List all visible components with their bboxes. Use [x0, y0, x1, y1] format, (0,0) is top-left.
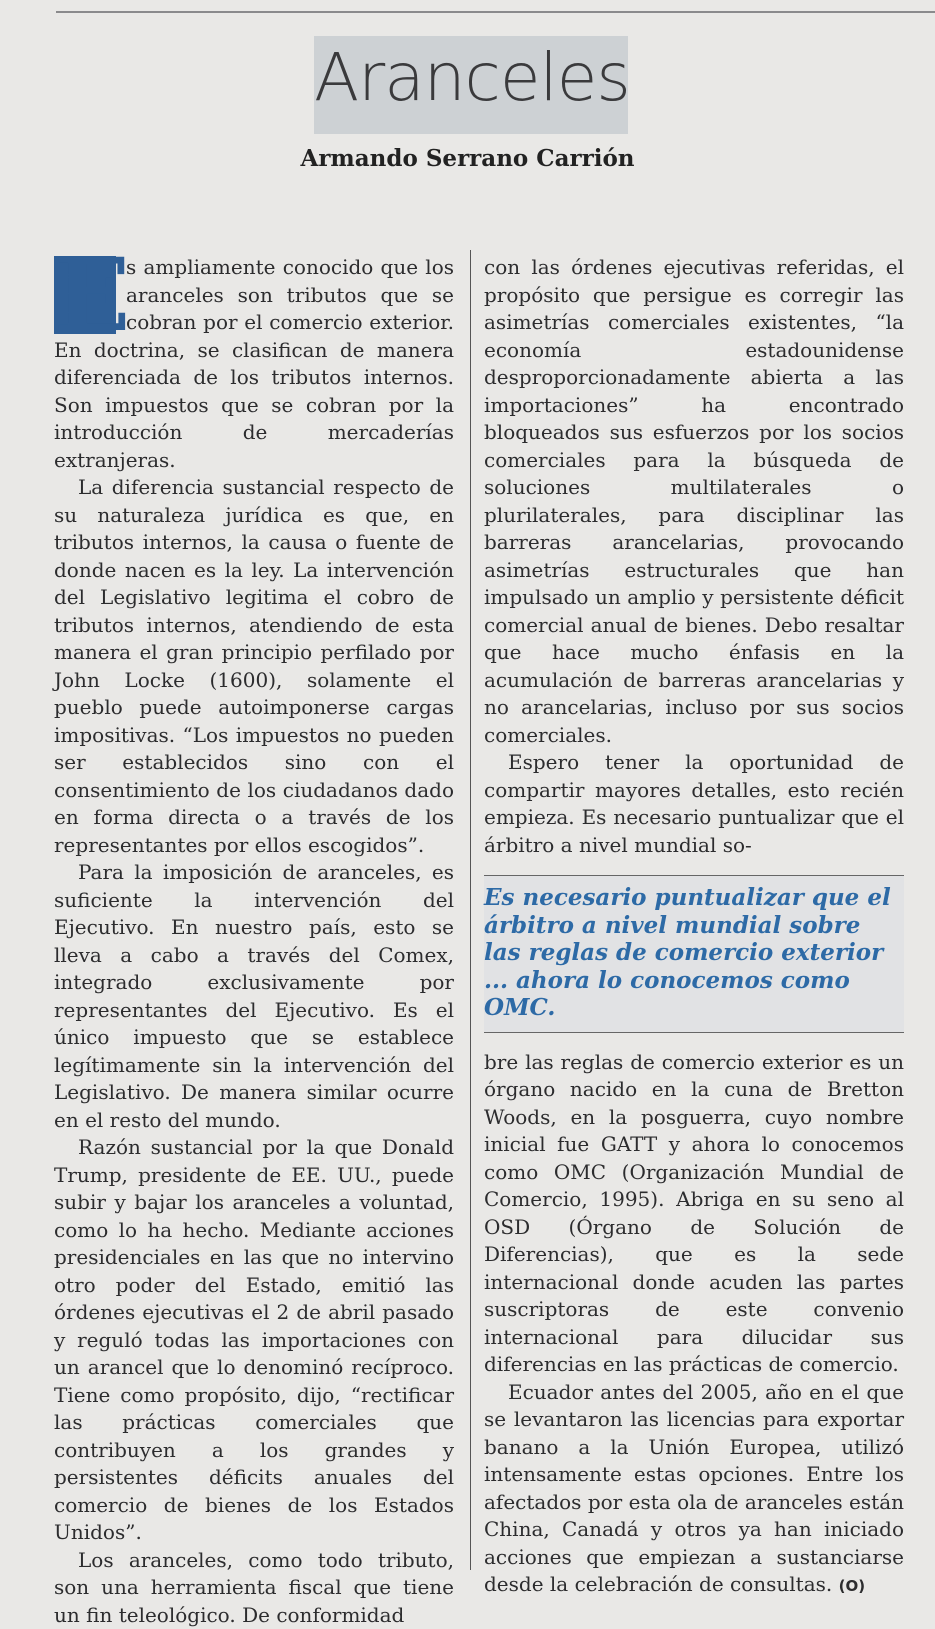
article-author: Armando Serrano Carrión — [200, 145, 735, 172]
column-divider — [470, 250, 471, 1570]
drop-cap: E — [54, 256, 116, 334]
paragraph: Razón sustancial por la que Donald Trump, presidente de EE. UU., puede subir y bajar los aranceles a voluntad, como lo ha hecho. Mediante acciones presidenciales en las que no intervino otro poder del Estado, emitió las órdenes ejecutivas el 2 de abril pasado y reguló todas las importaciones con un arancel que lo denominó recíproco. Tiene como propósito, dijo, “rectificar las prácticas comerciales que contribuyen a los grandes y persistentes déficits anuales del comercio de bienes de los Estados Unidos”. — [54, 1134, 454, 1547]
paragraph: E s ampliamente conocido que los aranceles son tributos que se cobran por el comercio exterior. En doctrina, se clasifican de manera diferenciada de los tributos internos. Son impuestos que se cobran por la introducción de mercaderías extranjeras. — [54, 254, 454, 474]
paragraph: Los aranceles, como todo tributo, son una herramienta fiscal que tiene un fin teleológico. De conformidad — [54, 1547, 454, 1629]
paragraph: Espero tener la oportunidad de compartir mayores detalles, esto recién empieza. Es necesario puntualizar que el árbitro a nivel mundial so- — [484, 749, 904, 859]
paragraph: bre las reglas de comercio exterior es un órgano nacido en la cuna de Bretton Woods, en la posguerra, cuyo nombre inicial fue GATT y ahora lo conocemos como OMC (Organización Mundial de Comercio, 1995). Abriga en su seno al OSD (Órgano de Solución de Diferencias), que es la sede internacional donde acuden las partes suscriptoras de este convenio internacional para dilucidar sus diferencias en las prácticas de comercio. — [484, 1049, 904, 1379]
right-column — [484, 254, 904, 1572]
paragraph: Para la imposición de aranceles, es suficiente la intervención del Ejecutivo. En nuestro país, esto se lleva a cabo a través del Comex, integrado exclusivamente por representantes del Ejecutivo. Es el único impuesto que se establece legítimamente sin la intervención del Legislativo. De manera similar ocurre en el resto del mundo. — [54, 859, 454, 1134]
top-rule — [56, 11, 935, 13]
paragraph: con las órdenes ejecutivas referidas, el propósito que persigue es corregir las asimetrías comerciales existentes, “la economía estadounidense desproporcionadamente abierta a las importaciones” ha encontrado bloqueados sus esfuerzos por los socios comerciales para la búsqueda de soluciones multilaterales o plurilaterales, para disciplinar las barreras arancelarias, provocando asimetrías estructurales que han impulsado un amplio y persistente déficit comercial anual de bienes. Debo resaltar que hace mucho énfasis en la acumulación de barreras arancelarias y no arancelarias, incluso por sus socios comerciales. — [484, 254, 904, 749]
paragraph: La diferencia sustancial respecto de su naturaleza jurídica es que, en tributos internos, la causa o fuente de donde nacen es la ley. La intervención del Legislativo legitima el cobro de tributos internos, atendiendo de esta manera el gran principio perfilado por John Locke (1600), solamente el pueblo puede autoimponerse cargas impositivas. “Los impuestos no pueden ser establecidos sino con el consentimiento de los ciudadanos dado en forma directa o a través de los representantes por ellos escogidos”. — [54, 474, 454, 859]
left-column — [54, 254, 454, 1572]
paragraph: Ecuador antes del 2005, año en el que se levantaron las licencias para exportar banano a la Unión Europea, utilizó intensamente estas opciones. Entre los afectados por esta ola de aranceles están China, Canadá y otros ya han iniciado acciones que empiezan a sustanciarse desde la celebración de consultas. (O) — [484, 1379, 904, 1601]
pull-quote: Es necesario puntualizar que el árbitro a nivel mundial sobre las reglas de comercio exterior ... ahora lo conocemos como OMC. — [484, 875, 904, 1033]
signoff: (O) — [839, 1577, 865, 1595]
article-title: Aranceles — [314, 42, 628, 115]
